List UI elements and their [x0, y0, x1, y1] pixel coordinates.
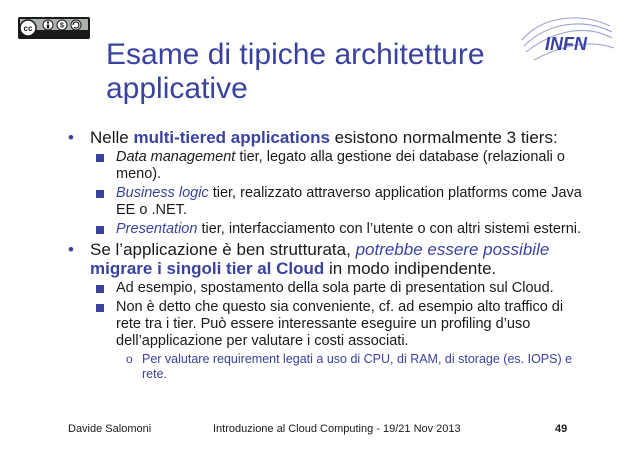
circle-bullet-icon: o — [126, 352, 133, 366]
slide-title-line2: applicative — [106, 72, 248, 105]
infn-logo — [514, 10, 616, 66]
sub-sub-bullet-requirements: o Per valutare requirement legati a uso di CPU, di RAM, di storage (es. IOPS) e rete. — [126, 352, 573, 381]
sub-bullet-not-convenient: Non è detto che questo sia conveniente, cf. ad esempio alto traffico di rete tra i tier. Può essere interessante eseguire un profiling d’uso dell’applicazione per valutare i costi associati. — [68, 299, 588, 350]
slide-body — [68, 128, 588, 384]
bullet-dot-icon: • — [68, 128, 74, 147]
square-bullet-icon — [96, 226, 104, 234]
page-number: 49 — [555, 423, 568, 435]
svg-text:INFN: INFN — [545, 34, 587, 54]
square-bullet-icon — [96, 304, 104, 312]
svg-text:cc: cc — [23, 24, 33, 33]
slide-title — [106, 38, 485, 106]
footer-author: Davide Salomoni — [68, 423, 152, 435]
cc-license-icon — [18, 17, 90, 39]
bullet-multi-tiered: • Nelle multi-tiered applications esistono normalmente 3 tiers: — [68, 128, 558, 147]
sub-bullet-data-management: Data management tier, legato alla gestione dei database (relazionali o meno). — [68, 149, 588, 183]
sub-bullet-presentation: Presentation tier, interfacciamento con l’utente o con altri sistemi esterni. — [68, 221, 588, 238]
footer-course: Introduzione al Cloud Computing - 19/21 Nov 2013 — [213, 423, 461, 435]
bullet-migrate-tiers: • Se l’applicazione è ben strutturata, potrebbe essere possibile migrare i singoli tier al Cloud in modo indipendente. — [68, 240, 550, 278]
slide-title-line1: Esame di tipiche architetture — [106, 38, 485, 71]
square-bullet-icon — [96, 285, 104, 293]
sub-bullet-example-presentation: Ad esempio, spostamento della sola parte di presentation sul Cloud. — [68, 280, 588, 297]
bullet-dot-icon: • — [68, 240, 74, 259]
svg-text:$: $ — [60, 22, 64, 30]
square-bullet-icon — [96, 154, 104, 162]
sub-bullet-business-logic: Business logic tier, realizzato attraverso application platforms come Java EE o .NET. — [68, 185, 588, 219]
square-bullet-icon — [96, 190, 104, 198]
